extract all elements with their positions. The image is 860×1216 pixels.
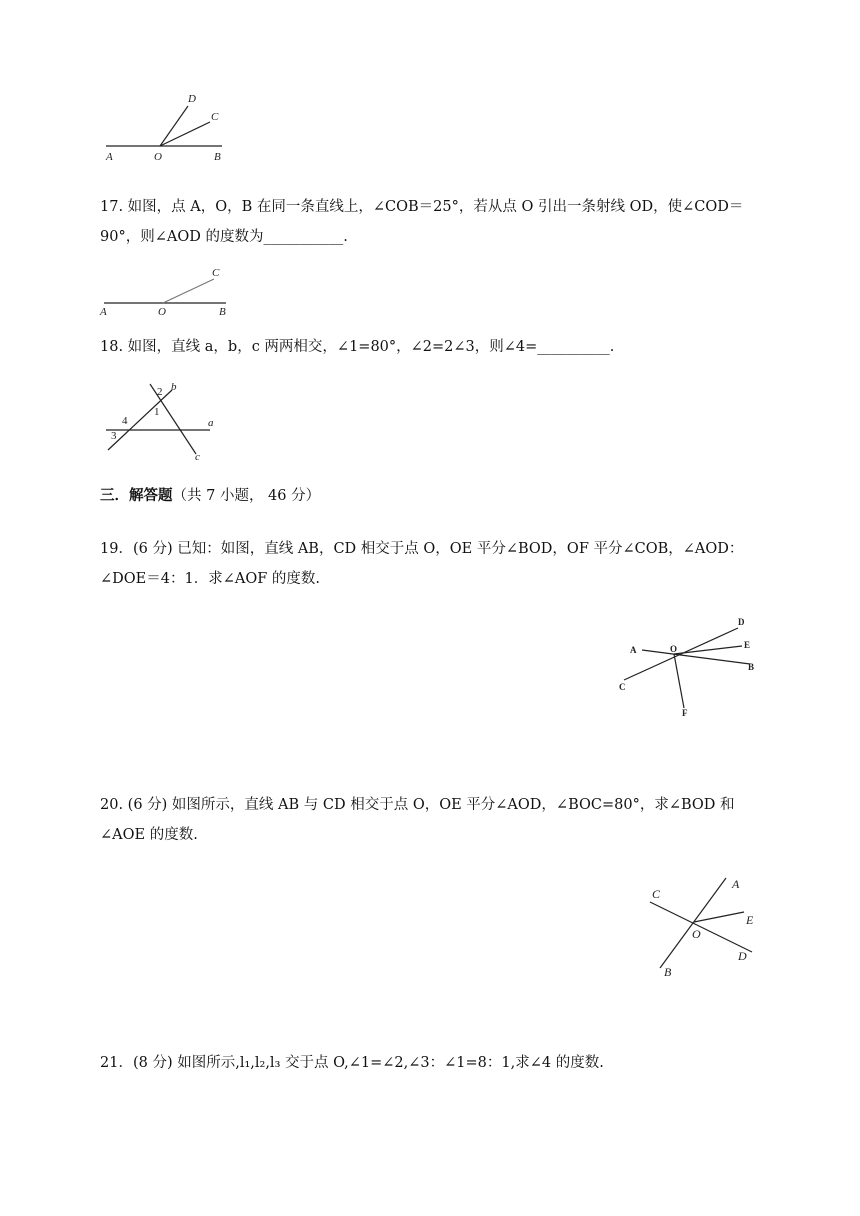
figure-q17 (96, 262, 236, 318)
line-b (108, 390, 172, 450)
label-4: 4 (122, 415, 128, 427)
section-note: （共 7 小题， 46 分） (172, 488, 321, 504)
label-c: c (195, 451, 200, 463)
label-d: D (738, 949, 747, 963)
label-c: C (619, 682, 626, 692)
label-a: a (208, 417, 214, 429)
label-b: b (171, 381, 177, 393)
label-c: C (211, 111, 219, 123)
figure-q20 (640, 872, 770, 982)
line-ab (642, 650, 750, 664)
label-b: B (664, 965, 672, 979)
label-b: B (748, 662, 755, 672)
label-o: O (158, 306, 166, 318)
label-a: A (732, 877, 740, 891)
label-b: B (214, 151, 221, 163)
ray-oc (163, 279, 214, 303)
label-a: A (106, 151, 113, 163)
label-o: O (692, 927, 701, 941)
figure-q19 (612, 612, 772, 722)
label-b: B (219, 306, 226, 318)
question-18: 18. 如图，直线 a，b，c 两两相交，∠1=80°，∠2=2∠3，则∠4=__________. (100, 339, 615, 355)
label-e: E (744, 640, 751, 650)
question-20: 20. (6 分) 如图所示，直线 AB 与 CD 相交于点 O，OE 平分∠AOD，∠BOC=80°，求∠BOD 和∠AOE 的度数. (100, 797, 735, 843)
label-d: D (738, 617, 745, 627)
label-2: 2 (157, 386, 163, 398)
question-21: 21．(8 分) 如图所示,l₁,l₂,l₃ 交于点 O,∠1=∠2,∠3：∠1=8：1,求∠4 的度数. (100, 1055, 604, 1071)
label-a: A (100, 306, 107, 318)
ray-od (160, 106, 188, 146)
label-a: A (630, 645, 637, 655)
ray-of (674, 654, 684, 708)
label-o: O (670, 644, 678, 654)
ray-oe (674, 646, 742, 654)
figure-q18 (100, 378, 230, 464)
label-3: 3 (111, 430, 117, 442)
line-cd (650, 902, 752, 952)
question-17: 17. 如图，点 A，O，B 在同一条直线上，∠COB＝25°，若从点 O 引出一条射线 OD，使∠COD＝90°，则∠AOD 的度数为___________. (100, 199, 744, 245)
section-3-heading (100, 484, 320, 508)
ray-oc (160, 122, 210, 146)
label-1: 1 (154, 406, 160, 418)
label-d: D (188, 93, 196, 105)
line-cd (624, 628, 738, 680)
figure-q16 (96, 88, 236, 168)
label-o: O (154, 151, 162, 163)
label-c: C (652, 887, 661, 901)
question-19: 19．(6 分) 已知：如图，直线 AB，CD 相交于点 O，OE 平分∠BOD，OF 平分∠COB，∠AOD：∠DOE＝4：1．求∠AOF 的度数. (100, 541, 744, 587)
ray-oe (694, 912, 744, 922)
label-f: F (682, 708, 688, 718)
label-e: E (746, 913, 754, 927)
section-title: 三．解答题 (100, 487, 173, 504)
label-c: C (212, 267, 220, 279)
